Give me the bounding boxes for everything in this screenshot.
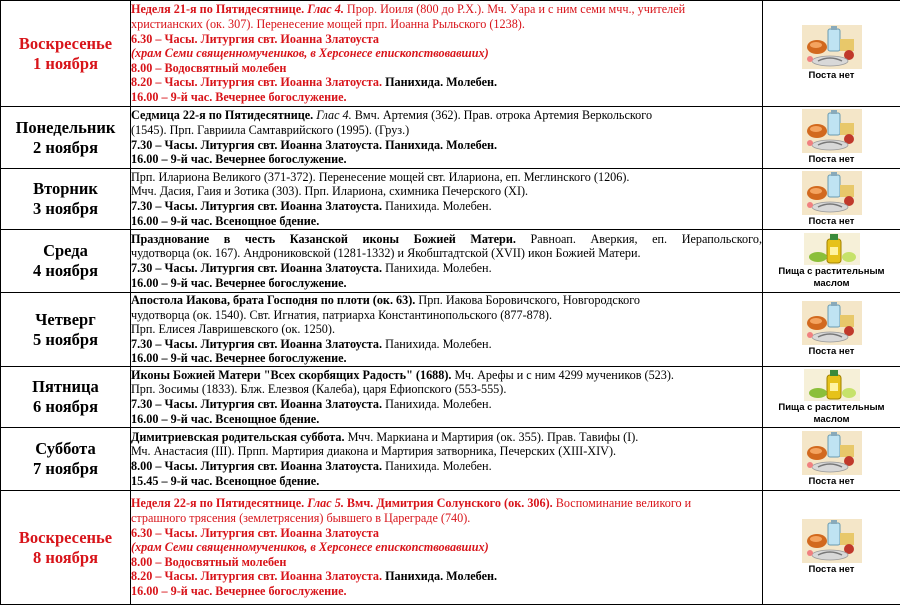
day-name: Вторник	[33, 179, 98, 198]
service-line	[131, 322, 762, 337]
text-segment: 7.30 – Часы. Литургия свт. Иоанна Златоуста. Панихида. Молебен.	[131, 137, 498, 152]
fast-label: Поста нет	[808, 154, 855, 165]
text-segment: 16.00 – 9-й час. Вечернее богослужение.	[131, 351, 347, 366]
service-line	[131, 90, 762, 105]
fast-cell	[763, 491, 900, 605]
services-cell	[131, 230, 763, 293]
service-line	[131, 138, 762, 153]
service-line	[131, 199, 762, 214]
meal-icon	[802, 25, 862, 69]
text-segment: Димитриевская родительская суббота.	[131, 429, 348, 444]
day-row	[1, 230, 900, 293]
service-line	[131, 308, 762, 323]
text-segment: Литургия свт. Иоанна Златоуста.	[200, 199, 386, 213]
text-segment: 8.20 – Часы. Литургия свт. Иоанна Златоуста.	[131, 569, 386, 584]
text-segment: Панихида. Молебен.	[385, 459, 492, 473]
day-cell	[1, 428, 131, 491]
fast-label: Поста нет	[808, 346, 855, 357]
text-segment: 6.30 – Часы. Литургия свт. Иоанна Златоуста	[131, 525, 379, 540]
oil-icon	[804, 369, 860, 401]
service-line	[131, 444, 762, 459]
text-segment: Глас 4.	[307, 2, 347, 17]
text-segment: Седмица 22-я по Пятидесятнице.	[131, 108, 317, 123]
fast-label: Поста нет	[808, 564, 855, 575]
text-segment: 8.00 – Водосвятный молебен	[131, 554, 287, 569]
service-line	[131, 123, 762, 138]
text-segment: Панихида. Молебен.	[385, 569, 498, 584]
day-name: Воскресенье	[18, 527, 113, 547]
text-segment: 16.00 – 9-й час. Вечернее богослужение.	[131, 583, 347, 598]
service-line	[131, 337, 762, 352]
day-cell	[1, 293, 131, 367]
service-line	[131, 511, 762, 526]
day-name: Понедельник	[15, 117, 116, 137]
service-line	[131, 397, 762, 412]
service-line	[131, 569, 762, 584]
service-line	[131, 261, 762, 276]
text-segment: 16.00 – 9-й час. Вечернее богослужение.	[131, 275, 347, 290]
service-line	[131, 474, 762, 489]
fast-cell	[763, 367, 900, 428]
text-segment: Иконы Божией Матери "Всех скорбящих Радость" (1688).	[131, 367, 455, 382]
service-line	[131, 184, 762, 199]
text-segment: 8.20 – Часы. Литургия свт. Иоанна Златоуста.	[131, 75, 386, 90]
day-row	[1, 169, 900, 230]
text-segment: Литургия свт. Иоанна Златоуста.	[200, 459, 386, 473]
fast-cell	[763, 230, 900, 293]
service-line	[131, 108, 762, 123]
fast-cell	[763, 107, 900, 169]
services-cell	[131, 428, 763, 491]
text-segment: Вмч. Димитрия Солунского (ок. 306).	[346, 496, 556, 511]
service-line	[131, 459, 762, 474]
text-segment: Литургия свт. Иоанна Златоуста.	[200, 397, 386, 411]
service-line	[131, 2, 762, 17]
text-segment: Апостола Иакова, брата Господня по плоти (ок. 63).	[131, 293, 419, 308]
service-line	[131, 32, 762, 47]
text-segment: Панихида. Молебен.	[385, 75, 498, 90]
fast-cell	[763, 428, 900, 491]
text-segment: 7.30 – Часы.	[131, 397, 201, 411]
text-segment: Глас 5.	[307, 496, 347, 511]
day-date: 3 ноября	[32, 199, 99, 218]
text-segment: Воспоминание великого и	[555, 496, 692, 511]
service-line	[131, 526, 762, 541]
text-segment: 8.00 – Часы.	[131, 459, 201, 473]
fast-label: Поста нет	[808, 215, 855, 227]
text-segment: 15.45 – 9-й час. Всенощное бдение.	[131, 473, 320, 488]
text-segment: христианских (ок. 307). Перенесение мощей прп. Иоанна Рыльского (1238).	[131, 17, 525, 32]
services-cell	[131, 1, 763, 107]
day-name: Воскресенье	[18, 33, 113, 53]
text-segment: Празднование в честь Казанской иконы Божией Матери.	[131, 231, 531, 246]
text-segment: Литургия свт. Иоанна Златоуста.	[200, 336, 386, 351]
service-line	[131, 584, 762, 599]
meal-icon	[802, 109, 862, 153]
day-name: Четверг	[35, 309, 96, 329]
service-line	[131, 430, 762, 445]
text-segment: 6.30 – Часы. Литургия свт. Иоанна Златоуста	[131, 31, 379, 46]
fast-label: Поста нет	[808, 70, 855, 81]
schedule-body	[1, 1, 900, 605]
fast-cell	[763, 169, 900, 230]
text-segment: Неделя 21-я по Пятидесятнице.	[131, 2, 308, 17]
text-segment: чудотворца (ок. 167). Андрониковской (1281-1332) и Якобштадтской (XVII) икон Божией Матери.	[131, 246, 641, 261]
service-line	[131, 412, 762, 427]
day-row	[1, 428, 900, 491]
day-cell	[1, 107, 131, 169]
service-line	[131, 214, 762, 229]
day-date: 5 ноября	[32, 329, 99, 349]
fast-label: Пища с растительным маслом	[778, 401, 885, 425]
services-cell	[131, 491, 763, 605]
service-line	[131, 382, 762, 397]
text-segment: Панихида. Молебен.	[385, 199, 492, 213]
text-segment: 7.30 – Часы.	[131, 199, 201, 213]
text-segment: 16.00 – 9-й час. Всенощное бдение.	[131, 411, 320, 426]
text-segment: 16.00 – 9-й час. Всенощное бдение.	[131, 213, 320, 228]
text-segment: Прп. Зосимы (1833). Блж. Елезвоя (Калеба), царя Ефиопского (553-555).	[131, 382, 507, 397]
fast-cell	[763, 293, 900, 367]
text-segment: Прп. Илариона Великого (371-372). Перенесение мощей свт. Илариона, еп. Меглинского (1206).	[131, 169, 630, 184]
service-line	[131, 75, 762, 90]
services-cell	[131, 169, 763, 230]
meal-icon	[802, 431, 862, 475]
text-segment: Равноап. Аверкия, еп. Иерапольского,	[530, 231, 762, 246]
text-segment: 16.00 – 9-й час. Вечернее богослужение.	[131, 152, 347, 167]
day-name: Среда	[43, 241, 88, 260]
service-line	[131, 496, 762, 511]
text-segment: 8.00 – Водосвятный молебен	[131, 60, 287, 75]
day-row	[1, 1, 900, 107]
services-cell	[131, 107, 763, 169]
meal-icon	[802, 519, 862, 563]
day-row	[1, 491, 900, 605]
service-line	[131, 246, 762, 261]
service-line	[131, 61, 762, 76]
text-segment: Панихида. Молебен.	[385, 261, 492, 275]
fast-cell	[763, 1, 900, 107]
service-line	[131, 46, 762, 61]
service-line	[131, 276, 762, 291]
day-cell	[1, 367, 131, 428]
service-line	[131, 170, 762, 185]
day-cell	[1, 491, 131, 605]
service-line	[131, 351, 762, 366]
meal-icon	[802, 171, 862, 215]
meal-icon	[802, 301, 862, 345]
text-segment: Вмч. Артемия (362). Прав. отрока Артемия Веркольского	[354, 108, 653, 123]
service-line	[131, 540, 762, 555]
text-segment: Мч. Анастасия (III). Прпп. Мартирия диакона и Мартирия затворника, Печерских (XIII-XIV).	[131, 444, 617, 459]
service-line	[131, 368, 762, 383]
text-segment: страшного трясения (землетрясения) бывшего в Цареграде (740).	[131, 511, 471, 526]
text-segment: Прп. Елисея Лавришевского (ок. 1250).	[131, 322, 335, 337]
services-cell	[131, 293, 763, 367]
day-date: 8 ноября	[32, 547, 99, 567]
fast-label: Поста нет	[808, 475, 855, 487]
day-cell	[1, 169, 131, 230]
text-segment: 7.30 – Часы.	[131, 261, 201, 275]
day-row	[1, 107, 900, 169]
day-name: Пятница	[32, 377, 99, 396]
day-cell	[1, 1, 131, 107]
text-segment: Глас 4.	[316, 108, 355, 123]
day-date: 1 ноября	[32, 53, 99, 73]
text-segment: Мч. Арефы и с ним 4299 мучеников (523).	[454, 367, 674, 382]
text-segment: Неделя 22-я по Пятидесятнице.	[131, 496, 308, 511]
text-segment: чудотворца (ок. 1540). Свт. Игнатия, патриарха Константинопольского (877-878).	[131, 307, 553, 322]
text-segment: Литургия свт. Иоанна Златоуста.	[200, 261, 386, 275]
fast-label: Пища с растительным маслом	[778, 265, 885, 289]
service-line	[131, 17, 762, 32]
text-segment: (храм Семи священномучеников, в Херсонесе епископствовавших)	[131, 540, 489, 555]
day-date: 2 ноября	[32, 137, 99, 157]
day-name: Суббота	[35, 439, 96, 458]
services-cell	[131, 367, 763, 428]
service-line	[131, 555, 762, 570]
service-line	[131, 232, 762, 247]
text-segment: 7.30 – Часы.	[131, 336, 201, 351]
day-date: 7 ноября	[32, 459, 99, 478]
oil-icon	[804, 233, 860, 265]
service-line	[131, 293, 762, 308]
text-segment: Мчч. Дасия, Гаия и Зотика (303). Прп. Илариона, схимника Печерского (XI).	[131, 184, 529, 199]
text-segment: Прор. Иоиля (800 до Р.Х.). Мч. Уара и с ним семи мчч., учителей	[346, 2, 686, 17]
day-date: 4 ноября	[32, 261, 99, 280]
text-segment: Мчч. Маркиана и Мартирия (ок. 355). Прав. Тавифы (I).	[347, 429, 639, 444]
day-cell	[1, 230, 131, 293]
text-segment: 16.00 – 9-й час. Вечернее богослужение.	[131, 89, 347, 104]
service-line	[131, 152, 762, 167]
day-row	[1, 293, 900, 367]
text-segment: Панихида. Молебен.	[385, 397, 492, 411]
text-segment: Панихида. Молебен.	[385, 336, 492, 351]
day-row	[1, 367, 900, 428]
day-date: 6 ноября	[32, 397, 99, 416]
text-segment: (храм Семи священномучеников, в Херсонесе епископствовавших)	[131, 46, 489, 61]
text-segment: (1545). Прп. Гавриила Самтаврийского (1995). (Груз.)	[131, 122, 410, 137]
text-segment: Прп. Иакова Боровичского, Новгородского	[418, 293, 640, 308]
